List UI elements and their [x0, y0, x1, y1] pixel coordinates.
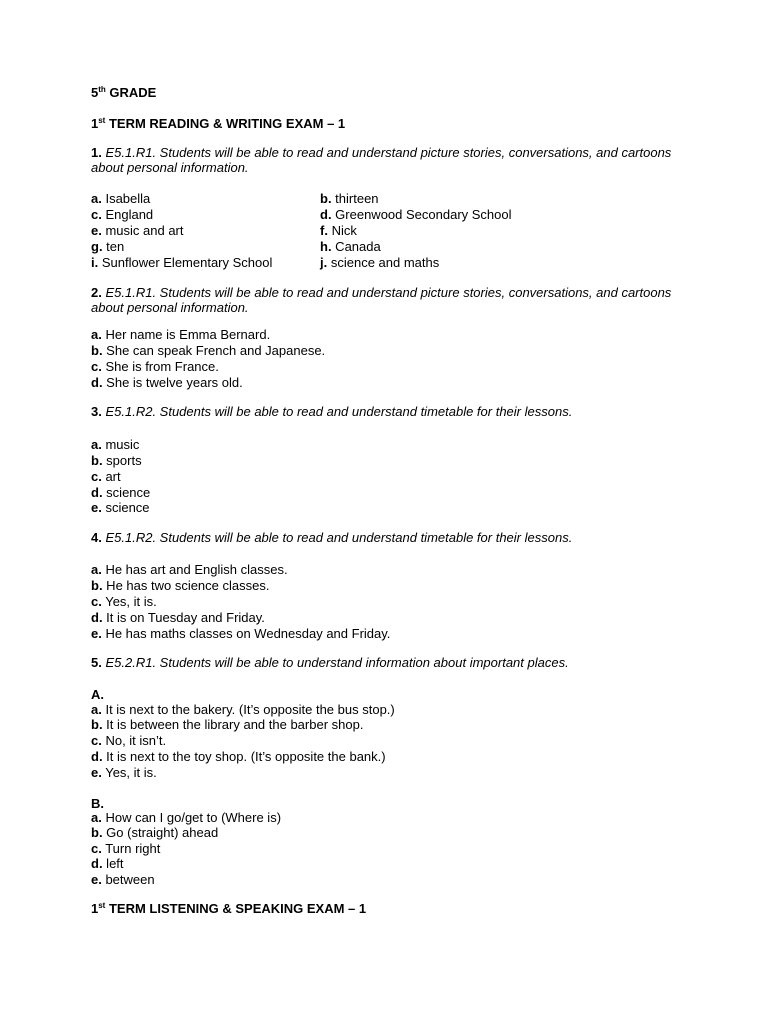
answer-item: a. Her name is Emma Bernard. [91, 327, 271, 342]
answer-item: d. It is next to the toy shop. (It’s opposite the bank.) [91, 749, 386, 764]
answer-item: d. She is twelve years old. [91, 375, 243, 390]
answer-item: a. How can I go/get to (Where is) [91, 810, 282, 825]
part-a-label: A. [91, 687, 104, 702]
answer-item: d. It is on Tuesday and Friday. [91, 610, 265, 625]
answer-item: i. Sunflower Elementary School [91, 255, 273, 270]
answer-item: c. She is from France. [91, 359, 219, 374]
question-5-objective: 5. E5.2.R1. Students will be able to understand information about important places. [91, 655, 569, 670]
answer-item: b. It is between the library and the barber shop. [91, 717, 364, 732]
question-1-objective: 1. E5.1.R1. Students will be able to read and understand picture stories, conversations, and cartoons about personal information. [91, 145, 672, 175]
answer-item: b. Go (straight) ahead [91, 825, 219, 840]
answer-item: d. Greenwood Secondary School [320, 207, 512, 222]
answer-item: d. science [91, 485, 151, 500]
grade-heading: 5th GRADE [91, 85, 157, 100]
answer-item: e. He has maths classes on Wednesday and Friday. [91, 626, 391, 641]
part-b-label: B. [91, 796, 104, 811]
answer-item: j. science and maths [320, 255, 440, 270]
question-2-objective: 2. E5.1.R1. Students will be able to read and understand picture stories, conversations, and cartoons about personal information. [91, 285, 672, 315]
answer-item: c. art [91, 469, 121, 484]
reading-writing-exam-title: 1st TERM READING & WRITING EXAM – 1 [91, 116, 346, 131]
answer-item: a. music [91, 437, 140, 452]
answer-item: e. music and art [91, 223, 184, 238]
answer-item: b. He has two science classes. [91, 578, 270, 593]
answer-item: d. left [91, 856, 124, 871]
answer-item: c. No, it isn’t. [91, 733, 167, 748]
answer-item: e. Yes, it is. [91, 765, 157, 780]
answer-item: a. It is next to the bakery. (It’s opposite the bus stop.) [91, 702, 395, 717]
answer-item: e. between [91, 872, 155, 887]
answer-item: a. Isabella [91, 191, 151, 206]
listening-speaking-exam-title: 1st TERM LISTENING & SPEAKING EXAM – 1 [91, 901, 367, 916]
question-3-objective: 3. E5.1.R2. Students will be able to read and understand timetable for their lessons. [91, 404, 573, 419]
answer-item: b. She can speak French and Japanese. [91, 343, 326, 358]
answer-item: g. ten [91, 239, 125, 254]
answer-item: b. sports [91, 453, 142, 468]
answer-item: e. science [91, 500, 150, 515]
answer-item: f. Nick [320, 223, 357, 238]
answer-item: c. Yes, it is. [91, 594, 157, 609]
question-4-objective: 4. E5.1.R2. Students will be able to read and understand timetable for their lessons. [91, 530, 573, 545]
answer-item: b. thirteen [320, 191, 379, 206]
answer-item: h. Canada [320, 239, 381, 254]
answer-item: c. England [91, 207, 154, 222]
answer-item: a. He has art and English classes. [91, 562, 288, 577]
answer-item: c. Turn right [91, 841, 161, 856]
